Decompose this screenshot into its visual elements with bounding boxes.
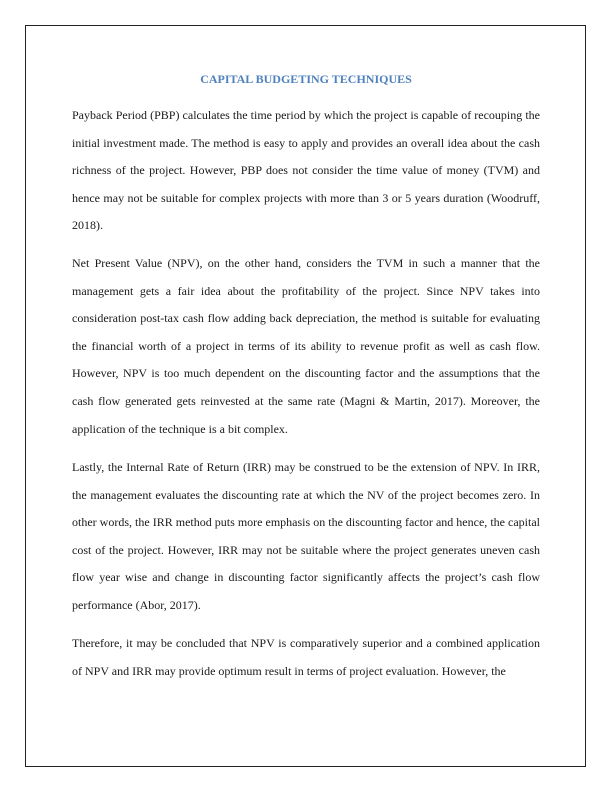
paragraph-internal-rate-of-return: Lastly, the Internal Rate of Return (IRR) may be construed to be the extension of NPV. In IRR, the management evaluates the discounting rate at which the NV of the project becomes zero. In other words, the IRR method puts more emphasis on the discounting factor and hence, the capital cost of the project. However, IRR may not be suitable where the project generates uneven cash flow year wise and change in discounting factor significantly affects the project’s cash flow performance (Abor, 2017). [72, 460, 540, 612]
document-title: CAPITAL BUDGETING TECHNIQUES [200, 72, 412, 86]
paragraph-conclusion: Therefore, it may be concluded that NPV is comparatively superior and a combined application of NPV and IRR may provide optimum result in terms of project evaluation. However, the [72, 636, 540, 678]
paragraph-payback-period: Payback Period (PBP) calculates the time period by which the project is capable of recouping the initial investment made. The method is easy to apply and provides an overall idea about the cash richness of the project. However, PBP does not consider the time value of money (TVM) and hence may not be suitable for complex projects with more than 3 or 5 years duration (Woodruff, 2018). [72, 108, 540, 233]
paragraph-net-present-value: Net Present Value (NPV), on the other hand, considers the TVM in such a manner that the management gets a fair idea about the profitability of the project. Since NPV takes into consideration post-tax cash flow adding back depreciation, the method is suitable for evaluating the financial worth of a project in terms of its ability to revenue profit as well as cash flow. However, NPV is too much dependent on the discounting factor and the assumptions that the cash flow generated gets reinvested at the same rate (Magni & Martin, 2017). Moreover, the application of the technique is a bit complex. [72, 256, 540, 436]
